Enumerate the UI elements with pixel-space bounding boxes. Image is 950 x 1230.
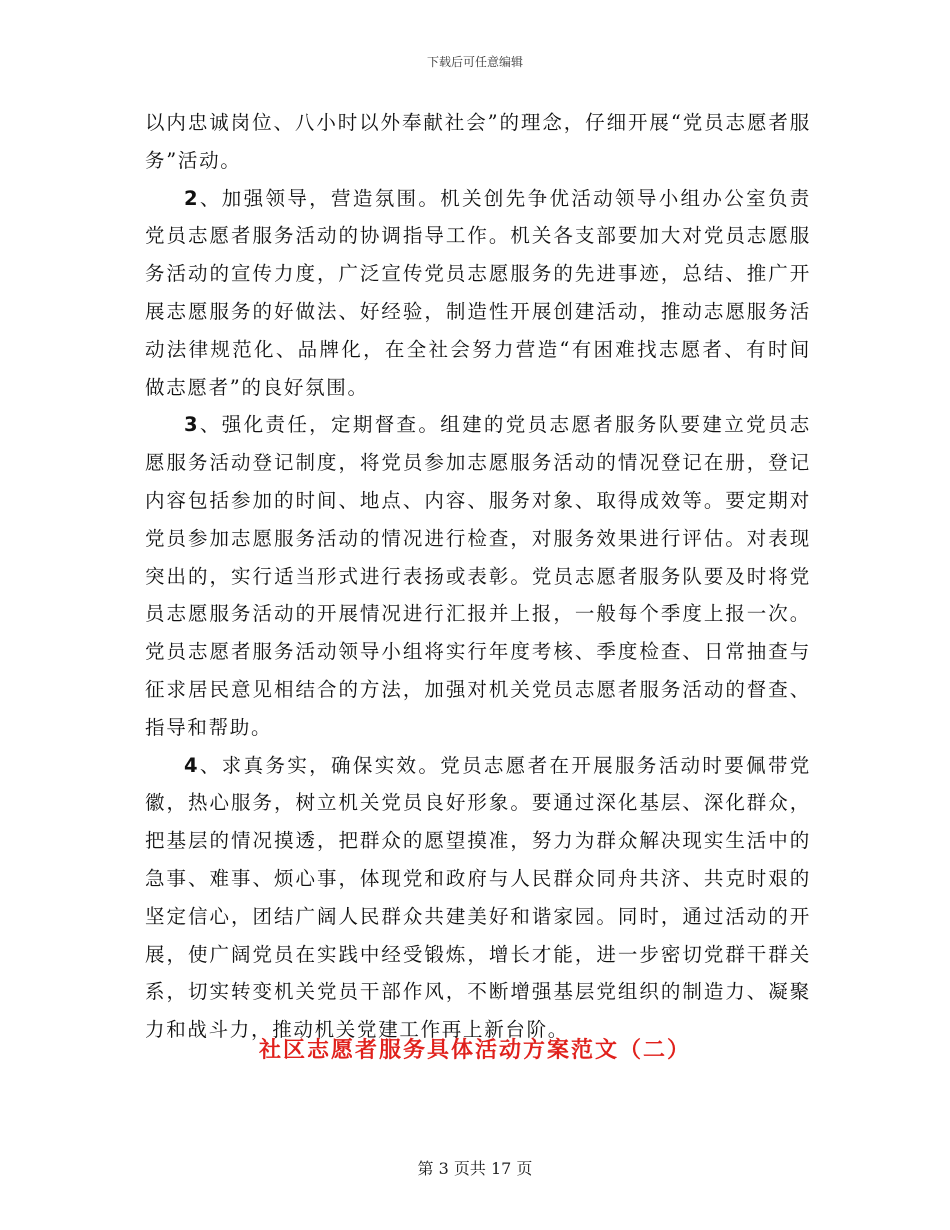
paragraph-item-2 (145, 180, 811, 407)
paragraph-text: 、求真务实，确保实效。党员志愿者在开展服务活动时要佩带党徽，热心服务，树立机关党员良好形象。要通过深化基层、深化群众，把基层的情况摸透，把群众的愿望摸准，努力为群众解决现实生活中的急事、难事、烦心事，体现党和政府与人民群众同舟共济、共克时艰的坚定信心，团结广阔人民群众共建美好和谐家园。同时，通过活动的开展，使广阔党员在实践中经受锻炼，增长才能，进一步密切党群干群关系，切实转变机关党员干部作风，不断增强基层党组织的制造力、凝聚力和战斗力，推动机关党建工作再上新台阶。 (145, 753, 811, 1042)
page-footer: 第 3 页共 17 页 (417, 1159, 533, 1178)
paragraph-number: 4 (184, 753, 200, 777)
paragraph-number: 3 (184, 413, 200, 437)
page-header-note: 下载后可任意编辑 (426, 55, 523, 69)
paragraph-text: 、强化责任，定期督查。组建的党员志愿者服务队要建立党员志愿服务活动登记制度，将党员参加志愿服务活动的情况登记在册，登记内容包括参加的时间、地点、内容、服务对象、取得成效等。要定期对党员参加志愿服务活动的情况进行检查，对服务效果进行评估。对表现突出的，实行适当形式进行表扬或表彰。党员志愿者服务队要及时将党员志愿服务活动的开展情况进行汇报并上报，一般每个季度上报一次。党员志愿者服务活动领导小组将实行年度考核、季度检查、日常抽查与征求居民意见相结合的方法，加强对机关党员志愿者服务活动的督查、指导和帮助。 (145, 413, 811, 739)
paragraph-item-4 (145, 747, 811, 1049)
section-title: 社区志愿者服务具体活动方案范文（二） (258, 1037, 691, 1063)
paragraph-text: 、加强领导，营造氛围。机关创先争优活动领导小组办公室负责党员志愿者服务活动的协调指导工作。机关各支部要加大对党员志愿服务活动的宣传力度，广泛宣传党员志愿服务的先进事迹，总结、推广开展志愿服务的好做法、好经验，制造性开展创建活动，推动志愿服务活动法律规范化、品牌化，在全社会努力营造“有困难找志愿者、有时间做志愿者”的良好氛围。 (145, 186, 811, 399)
paragraph-text: 以内忠诚岗位、八小时以外奉献社会”的理念，仔细开展“党员志愿者服务”活动。 (145, 111, 811, 172)
document-body (145, 104, 811, 1049)
paragraph-continuation (145, 104, 811, 180)
paragraph-number: 2 (184, 186, 200, 210)
paragraph-item-3 (145, 406, 811, 746)
